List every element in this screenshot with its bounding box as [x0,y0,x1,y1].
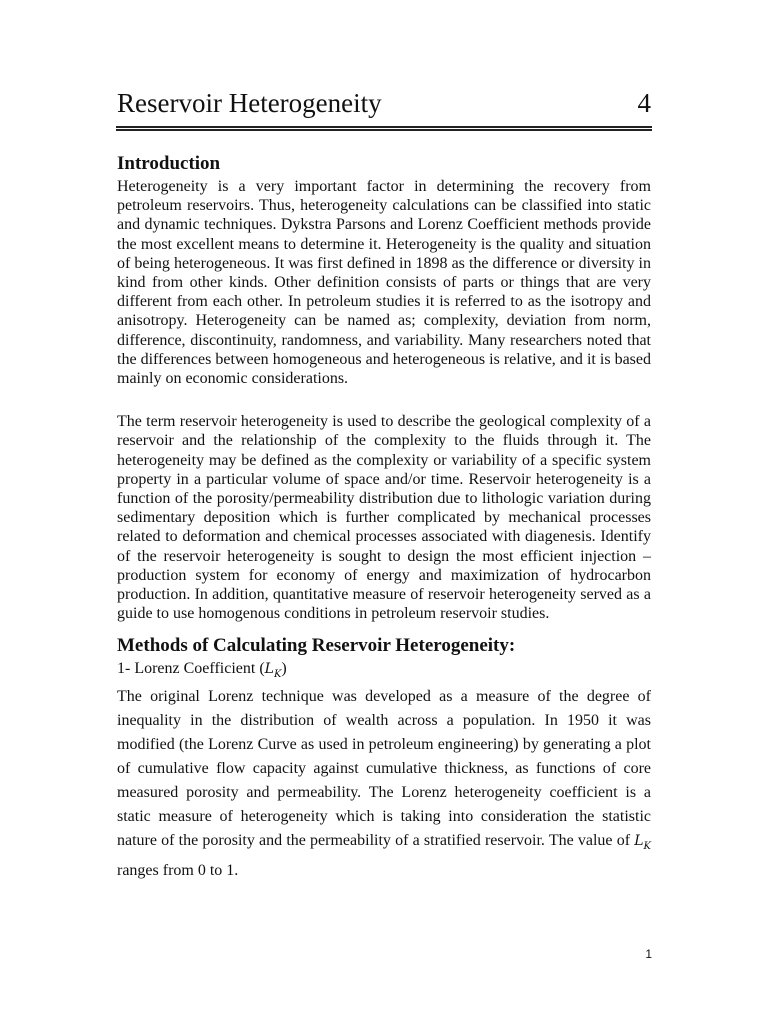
lorenz-symbol [264,661,282,681]
methods-heading: Methods of Calculating Reservoir Heterogeneity: [117,635,516,657]
chapter-title: Reservoir Heterogeneity [117,88,382,118]
lorenz-subheading [117,659,651,685]
lorenz-symbol-inline [634,833,651,853]
lorenz-paragraph [117,685,651,883]
lorenz-symbol-inline-base: L [634,833,644,850]
chapter-number: 4 [637,88,651,118]
introduction-paragraph-1: Heterogeneity is a very important factor in determining the recovery from petroleum reservoirs. Thus, heterogeneity calculations can be classified into static and dynamic techniques. Dykstra Parsons and Lorenz Coefficient methods provide the most excellent means to determine it. Heterogeneity is the quality and situation of being heterogeneous. It was first defined in 1898 as the difference or diversity in kind from other kinds. Other definition consists of parts or things that are very different from each other. In petroleum studies it is referred to as the isotropy and anisotropy. Heterogeneity can be named as; complexity, deviation from norm, difference, discontinuity, randomness, and variability. Many researchers noted that the differences between homogeneous and heterogeneous is relative, and it is based mainly on economic considerations. [117,178,651,388]
introduction-paragraph-2: The term reservoir heterogeneity is used to describe the geological complexity of a reservoir and the relationship of the complexity to the fluids through it. The heterogeneity may be defined as the complexity or variability of a specific system property in a particular volume of space and/or time. Reservoir heterogeneity is a function of the porosity/permeability distribution due to lithologic variation during sedimentary deposition which is further complicated by mechanical processes related to deformation and chemical processes associated with diagenesis. Identify of the reservoir heterogeneity is sought to design the most efficient injection – production system for economy of energy and maximization of hydrocarbon production. In addition, quantitative measure of reservoir heterogeneity served as a guide to use homogenous conditions in petroleum reservoir studies. [117,413,651,623]
body-content [117,151,651,883]
lorenz-symbol-base: L [264,661,274,678]
lorenz-symbol-subscript: K [273,669,282,681]
page-number: 1 [645,947,652,961]
lorenz-subheading-prefix: 1- Lorenz Coefficient ( [117,660,265,678]
chapter-header [117,86,651,120]
lorenz-paragraph-main: The original Lorenz technique was developed as a measure of the degree of inequality in the distribution of wealth across a population. In 1950 it was modified (the Lorenz Curve as used in petroleum engineering) by generating a plot of cumulative flow capacity against cumulative thickness, as functions of core measured porosity and permeability. The Lorenz heterogeneity coefficient is a static measure of heterogeneity which is taking into consideration the statistic nature of the porosity and the permeability of a stratified reservoir. The value of [117,688,651,850]
lorenz-symbol-inline-subscript: K [643,841,651,853]
paragraph-spacer [117,388,651,412]
header-divider [116,126,652,131]
lorenz-subheading-suffix: ) [281,660,287,678]
introduction-heading: Introduction [117,153,221,174]
lorenz-paragraph-tail: ranges from 0 to 1. [117,862,239,880]
